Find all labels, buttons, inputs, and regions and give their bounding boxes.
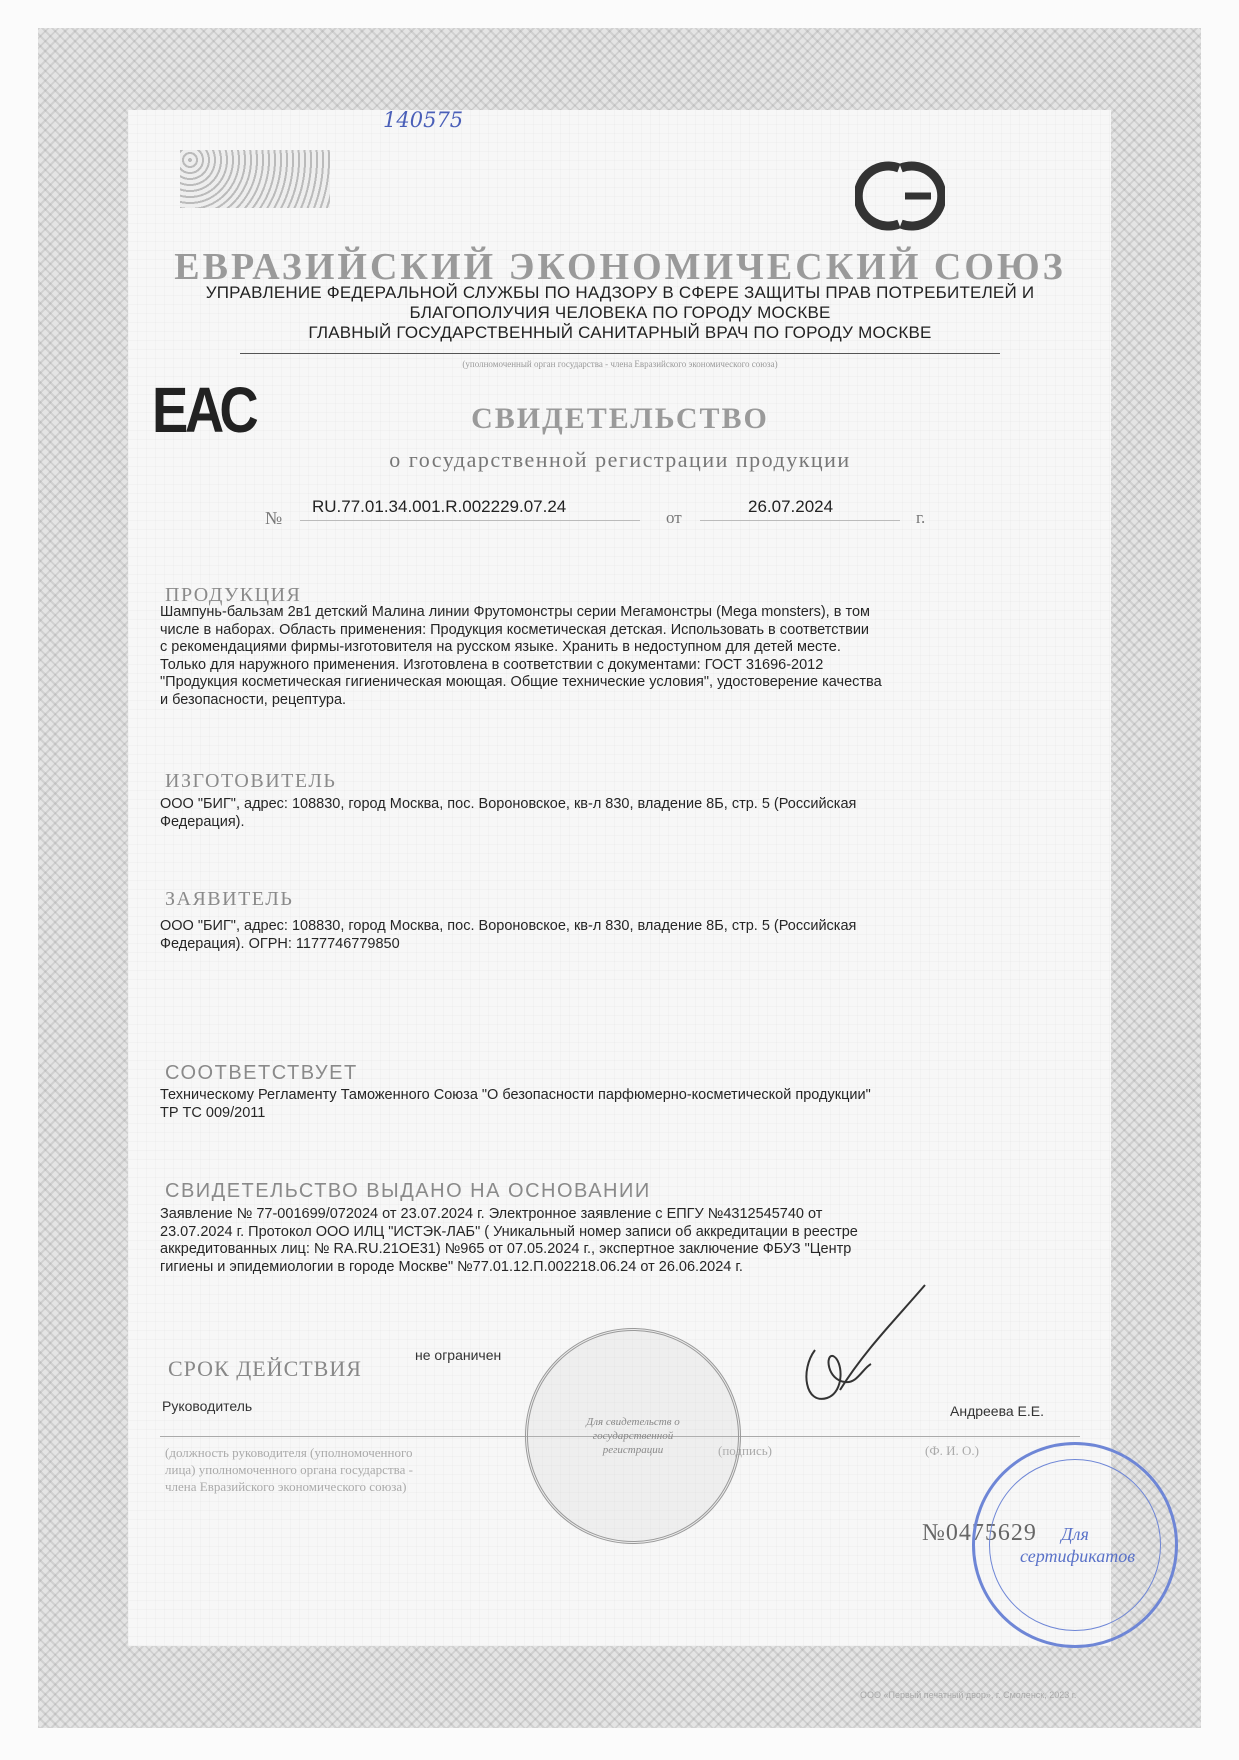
- number-underline: [300, 520, 640, 521]
- manufacturer-text: [160, 796, 1065, 831]
- conforms-line: Техническому Регламенту Таможенного Союза "О безопасности парфюмерно-косметической продукции": [160, 1087, 871, 1103]
- eac-mark: ЕАС: [152, 374, 256, 446]
- authority-line-1: УПРАВЛЕНИЕ ФЕДЕРАЛЬНОЙ СЛУЖБЫ ПО НАДЗОРУ В СФЕРЕ ЗАЩИТЫ ПРАВ ПОТРЕБИТЕЛЕЙ И: [205, 283, 1035, 302]
- applicant-line: ООО "БИГ", адрес: 108830, город Москва, пос. Вороновское, кв-л 830, владение 8Б, стр. 5 (Российская: [160, 918, 857, 934]
- product-line: Только для наружного применения. Изготовлена в соответствии с документами: ГОСТ 31696-2012: [160, 656, 824, 673]
- document-title: СВИДЕТЕЛЬСТВО: [471, 402, 769, 435]
- product-heading: ПРОДУКЦИЯ: [165, 584, 302, 606]
- product-line: "Продукция косметическая гигиеническая моющая. Общие технические условия", удостоверение качества: [160, 674, 882, 691]
- footer-print: ООО «Первый печатный двор», г. Смоленск, 2023 г.: [860, 1690, 1077, 1700]
- number-prefix: №: [265, 508, 283, 528]
- applicant-heading: ЗАЯВИТЕЛЬ: [165, 888, 294, 910]
- conforms-text: [160, 1087, 1065, 1122]
- date-prefix: от: [666, 508, 682, 527]
- authority-caption: (уполномоченный орган государства - члена Евразийского экономического союза): [462, 359, 778, 369]
- manufacturer-line: ООО "БИГ", адрес: 108830, город Москва, пос. Вороновское, кв-л 830, владение 8Б, стр. 5 (Российская: [160, 796, 857, 812]
- signature-caption: (подпись): [718, 1443, 772, 1458]
- validity-heading: СРОК ДЕЙСТВИЯ: [168, 1356, 362, 1381]
- basis-line: гигиены и эпидемиологии в городе Москве" №77.01.12.П.002218.06.24 от 26.06.2024 г.: [160, 1258, 743, 1275]
- signer-role-caption: [165, 1444, 413, 1495]
- product-line: Шампунь-бальзам 2в1 детский Малина линии Фрутомонстры серии Мегамонстры (Mega monsters), в том: [160, 604, 870, 620]
- manufacturer-line: Федерация).: [160, 813, 245, 830]
- document-subtitle: о государственной регистрации продукции: [389, 447, 851, 472]
- basis-line: 23.07.2024 г. Протокол ООО ИЛЦ "ИСТЭК-ЛАБ" ( Уникальный номер записи об аккредитации в реестре: [160, 1223, 858, 1240]
- hologram-patch: [180, 150, 330, 208]
- registration-date: 26.07.2024: [748, 497, 834, 516]
- basis-text: [160, 1206, 1065, 1276]
- authority-rule: [240, 353, 1000, 354]
- authority-line-2: БЛАГОПОЛУЧИЯ ЧЕЛОВЕКА ПО ГОРОДУ МОСКВЕ: [409, 303, 831, 322]
- conforms-line: ТР ТС 009/2011: [160, 1104, 266, 1121]
- applicant-text: [160, 918, 1065, 953]
- basis-heading: СВИДЕТЕЛЬСТВО ВЫДАНО НА ОСНОВАНИИ: [165, 1180, 651, 1202]
- date-underline: [700, 520, 900, 521]
- se-logo-icon: [855, 160, 945, 232]
- union-title: ЕВРАЗИЙСКИЙ ЭКОНОМИЧЕСКИЙ СОЮЗ: [174, 246, 1066, 288]
- stamp-right-text: Для сертификатов: [1020, 1524, 1136, 1566]
- basis-line: Заявление № 77-001699/072024 от 23.07.2024 г. Электронное заявление с ЕПГУ №4312545740 от: [160, 1206, 823, 1222]
- product-text: [160, 604, 1065, 710]
- name-caption: (Ф. И. О.): [925, 1443, 979, 1458]
- handwritten-number: 140575: [383, 108, 464, 132]
- conforms-heading: СООТВЕТСТВУЕТ: [165, 1062, 358, 1084]
- form-number: №0475629: [922, 1520, 1037, 1546]
- authority-line-3: ГЛАВНЫЙ ГОСУДАРСТВЕННЫЙ САНИТАРНЫЙ ВРАЧ ПО ГОРОДУ МОСКВЕ: [308, 323, 932, 342]
- signer-role: Руководитель: [162, 1398, 253, 1414]
- manufacturer-heading: ИЗГОТОВИТЕЛЬ: [165, 770, 337, 792]
- role-caption-line: лица) уполномоченного органа государства -: [165, 1462, 413, 1477]
- product-line: с рекомендациями фирмы-изготовителя на русском языке. Хранить в недоступном для детей месте.: [160, 639, 841, 656]
- applicant-line: Федерация). ОГРН: 1177746779850: [160, 935, 400, 952]
- signer-name: Андреева Е.Е.: [950, 1403, 1045, 1419]
- certification-stamp: [972, 1442, 1178, 1648]
- official-stamp: [525, 1328, 741, 1544]
- signature: [745, 1280, 945, 1420]
- role-caption-line: (должность руководителя (уполномоченного: [165, 1445, 413, 1460]
- product-line: и безопасности, рецептура.: [160, 691, 347, 708]
- role-caption-line: члена Евразийского экономического союза): [165, 1479, 407, 1494]
- basis-line: аккредитованных лиц: № RA.RU.21ОЕ31) №965 от 07.05.2024 г., экспертное заключение ФБУЗ "Центр: [160, 1241, 852, 1258]
- registration-number: RU.77.01.34.001.R.002229.07.24: [312, 497, 567, 516]
- validity-value: не ограничен: [415, 1347, 502, 1363]
- date-suffix: г.: [916, 508, 926, 527]
- product-line: числе в наборах. Область применения: Продукция косметическая детская. Использовать в соответствии: [160, 621, 870, 638]
- stamp-left-text: Для свидетельств о государственной регистрации: [586, 1416, 680, 1456]
